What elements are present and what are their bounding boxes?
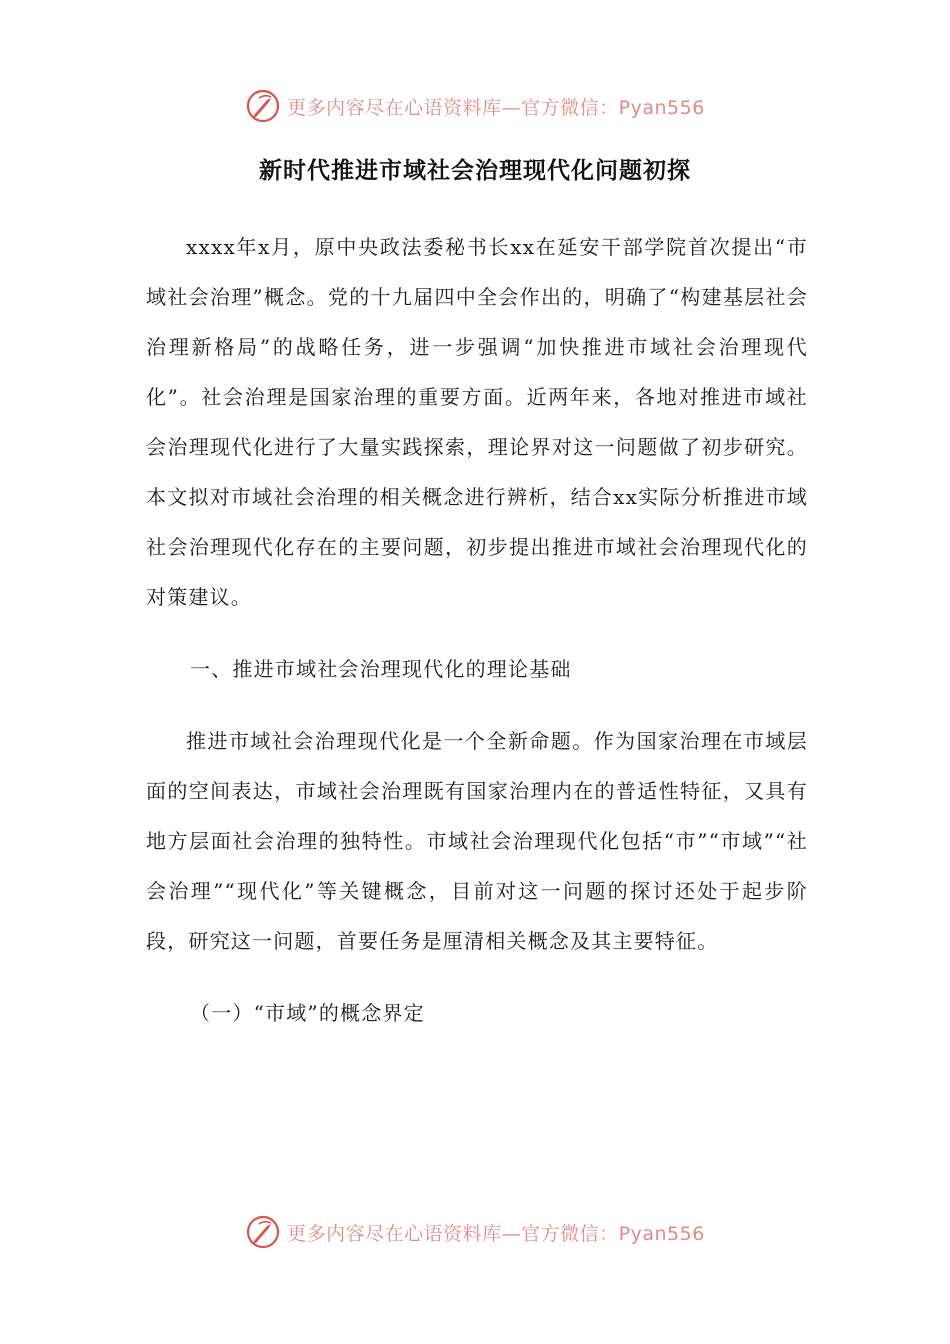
pen-nib-icon	[245, 88, 281, 124]
watermark-text: 更多内容尽在心语资料库—官方微信：Pyan556	[287, 1222, 705, 1245]
subsection-heading: （一）“市域”的概念界定	[190, 1001, 425, 1025]
intro-paragraph: xxxx年x月，原中央政法委秘书长xx在延安干部学院首次提出“市域社会治理”概念。党的十九届四中全会作出的，明确了“构建基层社会治理新格局”的战略任务，进一步强调“加快推进市域社会治理现代化”。社会治理是国家治理的重要方面。近两年来，各地对推进市域社会治理现代化进行了大量实践探索，理论界对这一问题做了初步研究。本文拟对市域社会治理的相关概念进行辨析，结合xx实际分析推进市域社会治理现代化存在的主要问题，初步提出推进市域社会治理现代化的对策建议。	[146, 235, 808, 609]
document-body	[146, 222, 808, 1038]
document-title: 新时代推进市域社会治理现代化问题初探	[259, 158, 691, 184]
section-heading: 一、推进市域社会治理现代化的理论基础	[190, 657, 572, 681]
footer-watermark	[0, 1210, 950, 1254]
header-watermark	[0, 84, 950, 128]
section-paragraph: 推进市域社会治理现代化是一个全新命题。作为国家治理在市域层面的空间表达，市域社会治理既有国家治理内在的普适性特征，又具有地方层面社会治理的独特性。市域社会治理现代化包括“市”“市域”“社会治理”“现代化”等关键概念，目前对这一问题的探讨还处于起步阶段，研究这一问题，首要任务是厘清相关概念及其主要特征。	[146, 729, 808, 953]
watermark-text: 更多内容尽在心语资料库—官方微信：Pyan556	[287, 96, 705, 119]
pen-nib-icon	[245, 1214, 281, 1250]
